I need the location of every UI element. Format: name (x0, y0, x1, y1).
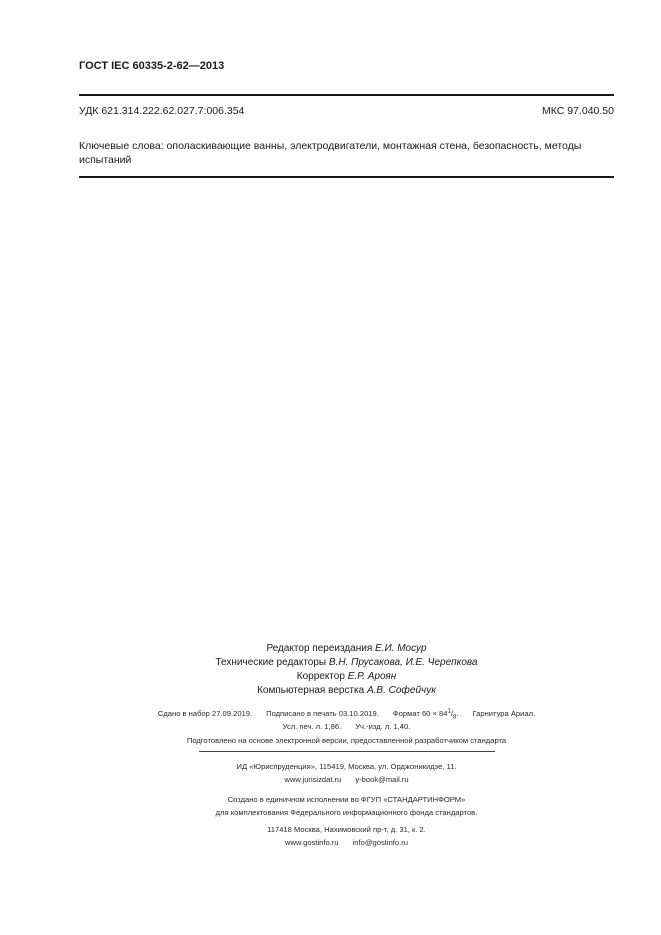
keywords: Ключевые слова: ополаскивающие ванны, электродвигатели, монтажная стена, безопасность, методы испытаний (79, 140, 582, 166)
credit-name: Е.И. Мосур (375, 643, 427, 654)
credit-line (79, 670, 614, 684)
publisher-email-link[interactable]: y-book@mail.ru (355, 775, 409, 784)
mks-code: МКС 97.040.50 (542, 105, 614, 117)
submitted-date: Сдано в набор 27.09.2019. (157, 709, 253, 718)
publishing-sheets: Уч.-изд. л. 1,40. (355, 722, 411, 731)
credit-name: Е.Р. Ароян (347, 671, 397, 682)
keywords-divider (79, 176, 614, 178)
printed-sheets: Усл. печ. л. 1,86. (282, 722, 342, 731)
producer-email-link[interactable]: info@gostinfo.ru (352, 838, 409, 847)
credit-role: Технические редакторы (215, 657, 327, 668)
credit-line (79, 684, 614, 698)
bottom-divider (199, 751, 495, 752)
producer-address: 117418 Москва, Нахимовский пр-т, д. 31, к. 2. (267, 825, 426, 834)
producer-line-2: для комплектования Федерального информационного фонда стандартов. (215, 808, 478, 817)
producer-contacts (79, 836, 614, 849)
standard-code: ГОСТ IEC 60335-2-62—2013 (79, 60, 225, 72)
producer-site-link[interactable]: www.gostinfo.ru (284, 838, 339, 847)
publisher-address: ИД «Юриспруденция», 115419, Москва, ул. Орджоникидзе, 11. (236, 762, 457, 771)
credit-line (79, 656, 614, 670)
credit-role: Редактор переиздания (266, 643, 373, 654)
credit-name: А.В. Софейчук (366, 685, 436, 696)
editorial-credits (79, 642, 614, 698)
producer-line-1: Создано в единичном исполнении во ФГУП «СТАНДАРТИНФОРМ» (227, 795, 466, 804)
credit-role: Корректор (296, 671, 345, 682)
print-line-1 (79, 707, 614, 720)
credit-role: Компьютерная верстка (257, 685, 365, 696)
typeface: Гарнитура Ариал. (472, 709, 536, 718)
prepared-note: Подготовлено на основе электронной версии, предоставленной разработчиком стандарта (186, 736, 507, 745)
credit-line (79, 642, 614, 656)
publisher-contacts (79, 773, 614, 786)
publisher-site-link[interactable]: www.jurisizdat.ru (284, 775, 342, 784)
paper-format: Формат $60 \times 84^1/_8$. (392, 708, 459, 721)
udk-code: УДК 621.314.222.62.027.7:006.354 (79, 105, 245, 117)
producer-info (79, 793, 614, 849)
credit-name: В.Н. Прусакова, И.Е. Черепкова (328, 657, 478, 668)
print-info (79, 707, 614, 733)
signed-date: Подписано в печать 03.10.2019. (266, 709, 379, 718)
print-line-2 (79, 720, 614, 733)
top-divider (79, 94, 614, 96)
publisher-info (79, 760, 614, 786)
